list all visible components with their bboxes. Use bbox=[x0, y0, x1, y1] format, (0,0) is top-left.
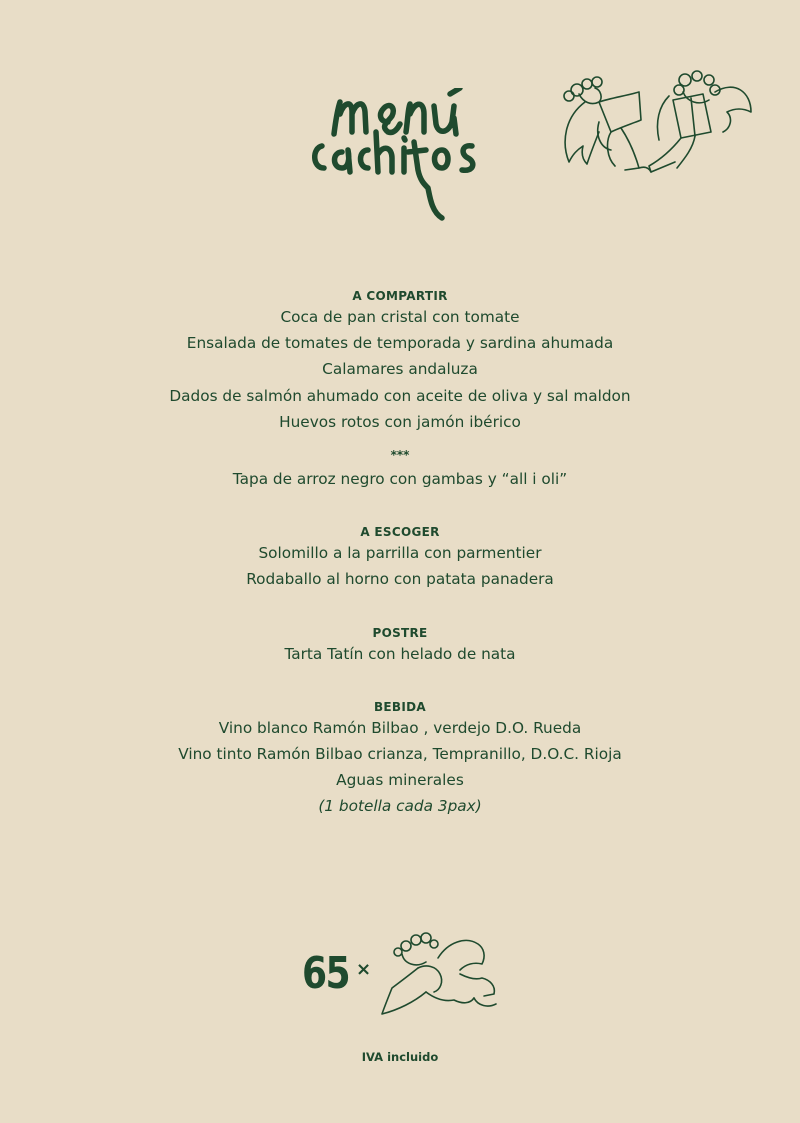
menu-cachitos-logo bbox=[300, 88, 500, 233]
reclining-angel-illustration bbox=[378, 928, 503, 1020]
menu-item: Calamares andaluza bbox=[322, 360, 478, 379]
section-title-postre: POSTRE bbox=[372, 625, 428, 640]
menu-item: Rodaballo al horno con patata panadera bbox=[246, 570, 554, 589]
price-block bbox=[300, 928, 505, 1023]
section-title-bebida: BEBIDA bbox=[373, 699, 426, 714]
menu-item: Dados de salmón ahumado con aceite de oliva y sal maldon bbox=[169, 386, 631, 405]
section-title-a-escoger: A ESCOGER bbox=[360, 525, 440, 540]
separator-stars: *** bbox=[390, 448, 410, 463]
price-amount: 65 bbox=[302, 948, 349, 999]
menu-item: Ensalada de tomates de temporada y sardina ahumada bbox=[186, 334, 614, 353]
menu-item: Tarta Tatín con helado de nata bbox=[284, 644, 516, 663]
price-symbol: × bbox=[356, 959, 372, 980]
menu-item: Vino blanco Ramón Bilbao , verdejo D.O. Rueda bbox=[218, 718, 582, 737]
iva-note: IVA incluido bbox=[361, 1050, 439, 1064]
menu-item: Aguas minerales bbox=[336, 771, 464, 790]
menu-item: Coca de pan cristal con tomate bbox=[280, 308, 520, 326]
section-title-a-compartir: A COMPARTIR bbox=[352, 289, 448, 303]
menu-item: Vino tinto Ramón Bilbao crianza, Tempranillo, D.O.C. Rioja bbox=[178, 745, 622, 764]
bebida-note: (1 botella cada 3pax) bbox=[318, 797, 482, 816]
reading-angels-illustration bbox=[555, 62, 755, 177]
menu-item: Solomillo a la parrilla con parmentier bbox=[258, 544, 542, 563]
menu-content bbox=[0, 282, 800, 820]
menu-item: Tapa de arroz negro con gambas y “all i oli” bbox=[232, 470, 568, 489]
menu-item: Huevos rotos con jamón ibérico bbox=[279, 412, 521, 431]
